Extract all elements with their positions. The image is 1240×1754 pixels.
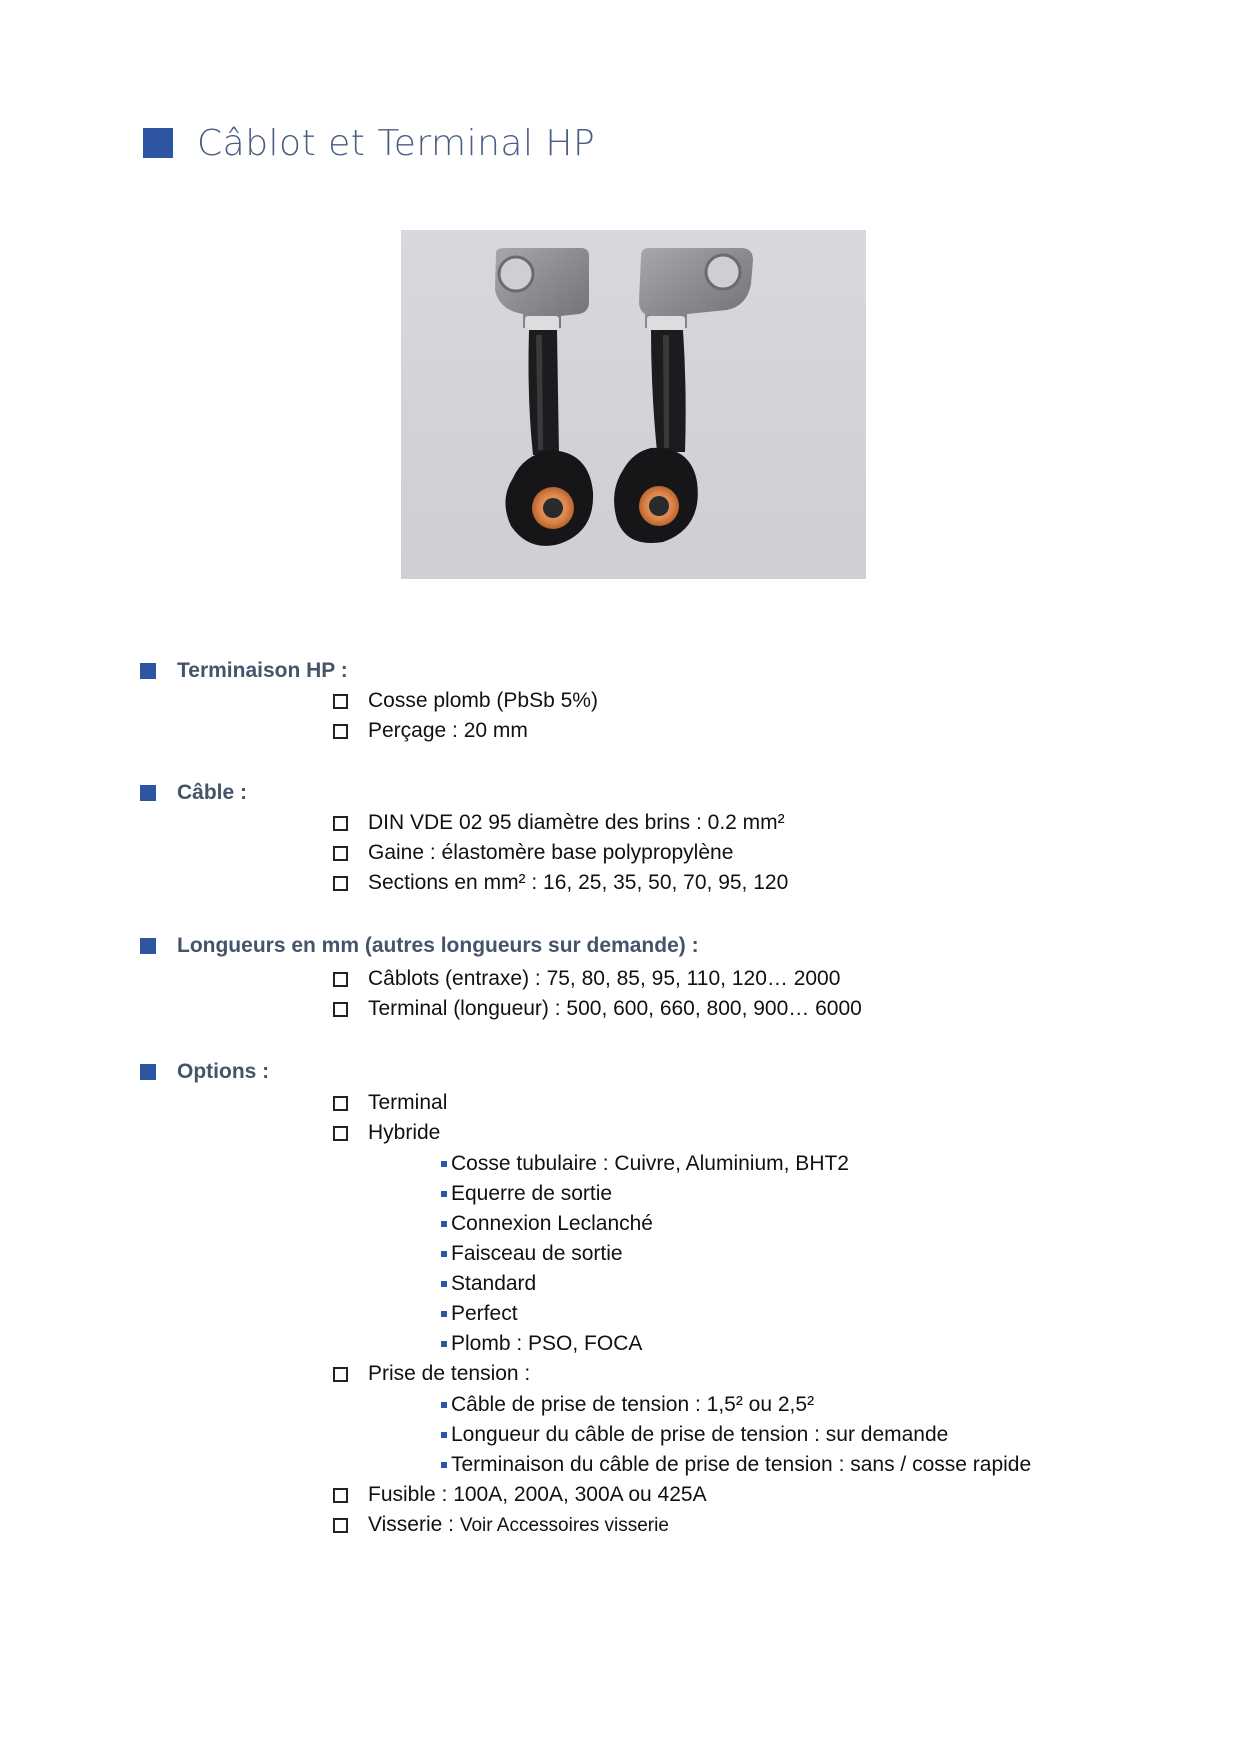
section-label: Câble : (177, 781, 248, 804)
sub-item-text: Standard (451, 1272, 537, 1295)
sub-item-text: Perfect (451, 1302, 518, 1325)
sub-item-text: Câble de prise de tension : 1,5² ou 2,5² (451, 1393, 815, 1416)
sub-item-text: Cosse tubulaire : Cuivre, Aluminium, BHT2 (451, 1152, 849, 1175)
sub-item (441, 1179, 612, 1209)
sub-item (441, 1239, 623, 1269)
sub-item-text: Connexion Leclanché (451, 1212, 653, 1235)
list-item-terminal (333, 1088, 447, 1118)
section-label: Options : (177, 1060, 270, 1083)
sub-bullet-icon (441, 1221, 447, 1227)
item-text: Perçage : 20 mm (368, 719, 528, 742)
sub-item (441, 1450, 1031, 1480)
list-item (333, 964, 840, 994)
sub-item (441, 1420, 948, 1450)
list-item (333, 838, 733, 868)
sub-item-text: Faisceau de sortie (451, 1242, 623, 1265)
right-cable-lug (614, 248, 753, 543)
item-text: Câblots (entraxe) : 75, 80, 85, 95, 110, 120… 2000 (368, 967, 841, 990)
list-item-visserie (333, 1510, 669, 1540)
list-item-prise (333, 1359, 530, 1389)
item-text: Gaine : élastomère base polypropylène (368, 841, 734, 864)
sub-bullet-icon (441, 1462, 447, 1468)
sub-bullet-icon (441, 1281, 447, 1287)
section-cable (140, 778, 247, 808)
sub-item (441, 1209, 653, 1239)
section-bullet-icon (140, 1064, 156, 1080)
section-bullet-icon (140, 938, 156, 954)
list-item (333, 994, 862, 1024)
sub-item-text: Terminaison du câble de prise de tension : sans / cosse rapide (451, 1453, 1032, 1476)
checkbox-icon (333, 816, 348, 831)
checkbox-icon (333, 724, 348, 739)
title-row (143, 118, 595, 168)
sub-bullet-icon (441, 1341, 447, 1347)
checkbox-icon (333, 1096, 348, 1111)
list-item-fusible (333, 1480, 707, 1510)
sub-item (441, 1269, 536, 1299)
visserie-label: Visserie : (368, 1513, 460, 1536)
section-terminaison-hp (140, 656, 348, 686)
sub-bullet-icon (441, 1191, 447, 1197)
checkbox-icon (333, 1367, 348, 1382)
section-label: Longueurs en mm (autres longueurs sur demande) : (177, 934, 699, 957)
checkbox-icon (333, 1488, 348, 1503)
sub-bullet-icon (441, 1161, 447, 1167)
left-cable-lug (495, 248, 593, 546)
title-square-icon (143, 128, 173, 158)
sub-bullet-icon (441, 1251, 447, 1257)
sub-bullet-icon (441, 1402, 447, 1408)
visserie-link-text: Voir Accessoires visserie (459, 1515, 669, 1536)
list-item (333, 716, 528, 746)
sub-item (441, 1149, 849, 1179)
cable-lugs-illustration (401, 230, 866, 579)
section-longueurs (140, 931, 699, 961)
page-title: Câblot et Terminal HP (197, 122, 596, 164)
section-options (140, 1057, 269, 1087)
checkbox-icon (333, 1002, 348, 1017)
checkbox-icon (333, 1518, 348, 1533)
section-bullet-icon (140, 785, 156, 801)
sub-item-text: Equerre de sortie (451, 1182, 613, 1205)
item-text: DIN VDE 02 95 diamètre des brins : 0.2 mm² (368, 811, 785, 834)
sub-item (441, 1329, 642, 1359)
list-item (333, 808, 785, 838)
product-photo (401, 230, 866, 579)
item-text: Fusible : 100A, 200A, 300A ou 425A (368, 1483, 707, 1506)
item-text (368, 1513, 669, 1537)
sub-bullet-icon (441, 1432, 447, 1438)
list-item-hybride (333, 1118, 440, 1148)
checkbox-icon (333, 876, 348, 891)
sub-bullet-icon (441, 1311, 447, 1317)
item-text: Sections en mm² : 16, 25, 35, 50, 70, 95, 120 (368, 871, 789, 894)
checkbox-icon (333, 846, 348, 861)
checkbox-icon (333, 972, 348, 987)
sub-item-text: Plomb : PSO, FOCA (451, 1332, 643, 1355)
checkbox-icon (333, 694, 348, 709)
item-text: Terminal (longueur) : 500, 600, 660, 800, 900… 6000 (368, 997, 862, 1020)
list-item (333, 868, 788, 898)
sub-item (441, 1299, 518, 1329)
item-text: Prise de tension : (368, 1362, 531, 1385)
list-item (333, 686, 598, 716)
item-text: Cosse plomb (PbSb 5%) (368, 689, 598, 712)
checkbox-icon (333, 1126, 348, 1141)
item-text: Hybride (368, 1121, 441, 1144)
item-text: Terminal (368, 1091, 448, 1114)
section-label: Terminaison HP : (177, 659, 348, 682)
sub-item-text: Longueur du câble de prise de tension : sur demande (451, 1423, 949, 1446)
sub-item (441, 1390, 814, 1420)
section-bullet-icon (140, 663, 156, 679)
